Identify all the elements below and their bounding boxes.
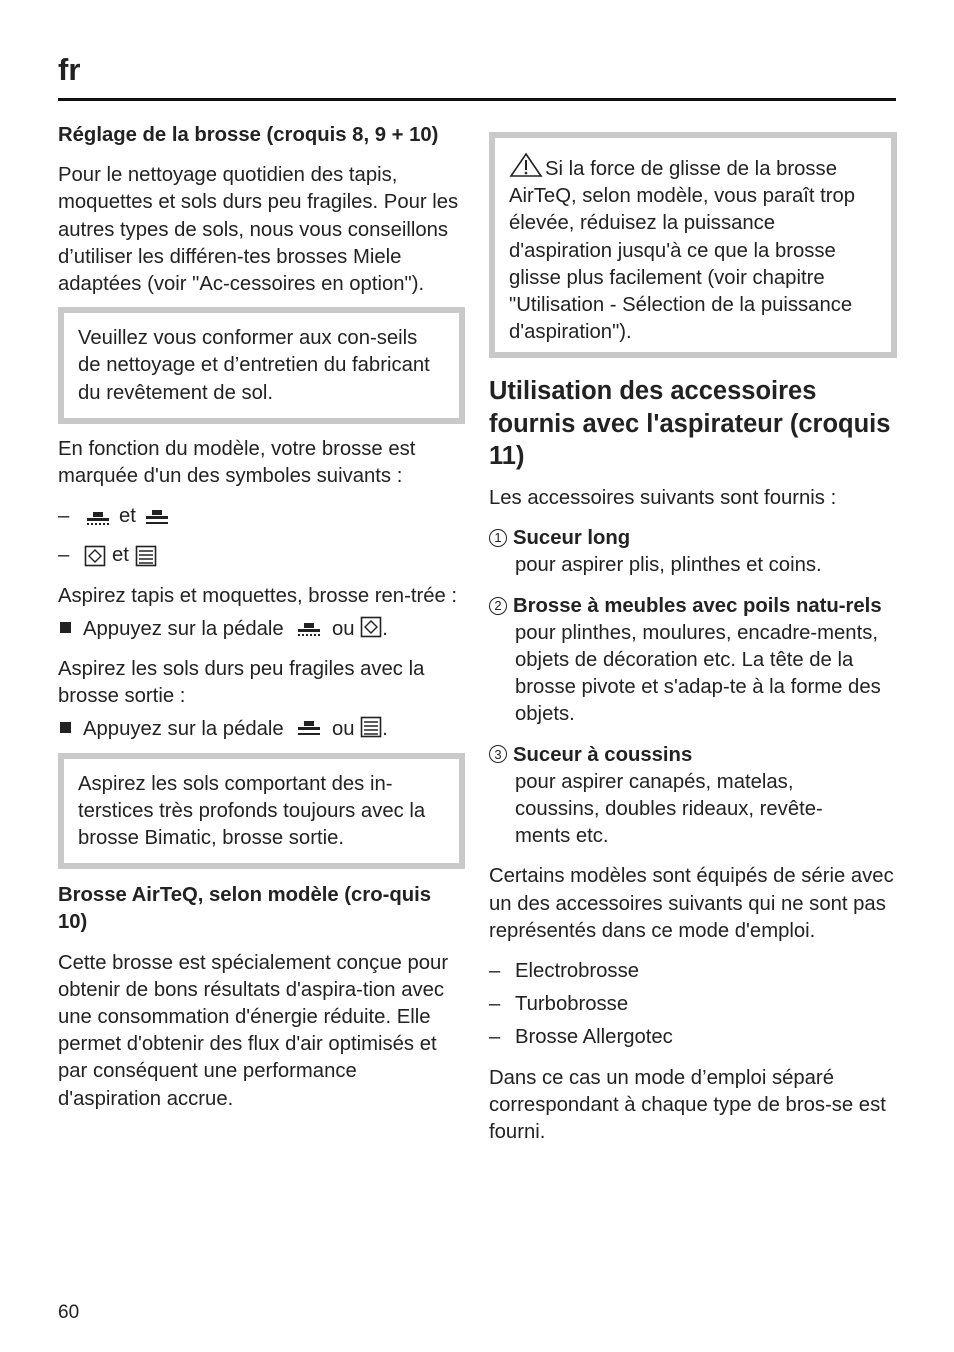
accessory-title: 1 Suceur long — [489, 525, 897, 552]
brush-retracted-icon — [295, 618, 323, 638]
step-text: Appuyez sur la pédale — [83, 718, 284, 741]
optional-list — [489, 958, 897, 1052]
section-title-brush-setting: Réglage de la brosse (croquis 8, 9 + 10) — [58, 124, 439, 146]
brush-extended-icon — [295, 718, 323, 738]
page-number: 60 — [58, 1302, 80, 1323]
accessory-desc: pour aspirer plis, plinthes et coins. — [515, 554, 822, 577]
warning-paragraph — [509, 152, 879, 346]
accessory-item — [489, 593, 897, 729]
dash-marker: – — [58, 505, 70, 528]
accessory-desc: pour aspirer canapés, matelas, coussins, doubles rideaux, revête-ments etc. — [515, 770, 823, 848]
paragraph-intro: Pour le nettoyage quotidien des tapis, moquettes et sols durs peu fragiles. Pour les autres types de sols, nous vous conseillons d’utiliser les différen-tes brosses Miele adaptées (voir "Ac-cessoires en option"). — [58, 164, 459, 296]
bullet-square-icon — [60, 622, 71, 633]
warning-text: Si la force de glisse de la brosse AirTeQ, selon modèle, vous paraît trop élevée, réduisez la puissance d'aspiration jusqu'à ce que la brosse glisse plus facilement (voir chapitre "Utilisation - Sélection de la puissance d'aspiration"). — [509, 158, 856, 344]
bullet-square-icon — [60, 722, 71, 733]
note-text-floor: Veuillez vous conformer aux con-seils de nettoyage et d’entretien du fabricant du revêtement de sol. — [78, 327, 430, 404]
section-title-airteq: Brosse AirTeQ, selon modèle (cro-quis 10) — [58, 884, 432, 934]
paragraph-optional: Certains modèles sont équipés de série avec un des accessoires suivants qui ne sont pas représentés dans ce mode d'emploi. — [489, 865, 894, 942]
hard-floor-symbol-icon — [135, 545, 157, 567]
paragraph-hard-floor: Aspirez les sols durs peu fragiles avec la brosse sortie : — [58, 658, 425, 708]
list-item: – Brosse Allergotec — [489, 1026, 673, 1049]
paragraph-carpet: Aspirez tapis et moquettes, brosse ren-trée : — [58, 584, 458, 607]
step-hard-floor: Appuyez sur la pédale ou . — [58, 716, 465, 743]
et-label: et — [119, 505, 136, 528]
list-item: – Electrobrosse — [489, 959, 639, 982]
warning-box — [489, 132, 897, 358]
step-carpet: Appuyez sur la pédale ou . — [58, 616, 465, 643]
brush-retracted-icon — [84, 507, 112, 527]
dash-marker: – — [58, 544, 70, 567]
note-box-floor — [58, 307, 465, 424]
number-circle-icon: 1 — [489, 529, 507, 547]
et-label: et — [112, 544, 129, 567]
note-box-bimatic — [58, 753, 465, 870]
carpet-symbol-icon — [84, 545, 106, 567]
number-circle-icon: 2 — [489, 597, 507, 615]
warning-triangle-icon — [509, 152, 543, 178]
accessory-title: 3 Suceur à coussins — [489, 742, 897, 769]
right-column — [489, 132, 897, 1146]
section-heading-accessories: Utilisation des accessoires fournis avec l'aspirateur (croquis 11) — [489, 377, 891, 471]
accessory-title: 2 Brosse à meubles avec poils natu-rels — [489, 593, 897, 620]
paragraph-closing: Dans ce cas un mode d’emploi séparé correspondant à chaque type de bros-se est fourni. — [489, 1066, 886, 1143]
accessory-item — [489, 742, 897, 851]
left-column — [58, 122, 465, 1113]
hard-floor-symbol-icon — [360, 716, 382, 738]
ou-label: ou — [331, 718, 355, 741]
brush-extended-icon — [143, 507, 171, 527]
number-circle-icon: 3 — [489, 745, 507, 763]
accessory-item — [489, 525, 897, 579]
header-rule — [58, 98, 896, 101]
note-text-bimatic: Aspirez les sols comportant des in-terstices très profonds toujours avec la brosse Bimatic, brosse sortie. — [78, 772, 426, 850]
list-item: – Turbobrosse — [489, 993, 629, 1016]
symbol-row-carpet — [58, 503, 465, 530]
paragraph-airteq: Cette brosse est spécialement conçue pour obtenir de bons résultats d'aspira-tion avec une consommation d'énergie réduite. Elle permet d'obtenir des flux d'air optimisés et par conséquent une performance d'aspiration accrue. — [58, 951, 449, 1110]
paragraph-symbols: En fonction du modèle, votre brosse est marquée d'un des symboles suivants : — [58, 437, 416, 488]
paragraph-accessories-intro: Les accessoires suivants sont fournis : — [489, 486, 837, 509]
step-text: Appuyez sur la pédale — [83, 617, 284, 640]
carpet-symbol-icon — [360, 616, 382, 638]
accessory-desc: pour plinthes, moulures, encadre-ments, objets de décoration etc. La tête de la brosse pivote et s'adap-te à la forme des objets. — [515, 621, 881, 726]
ou-label: ou — [331, 617, 355, 640]
symbol-row-floor — [58, 542, 465, 569]
language-label: fr — [58, 52, 81, 87]
